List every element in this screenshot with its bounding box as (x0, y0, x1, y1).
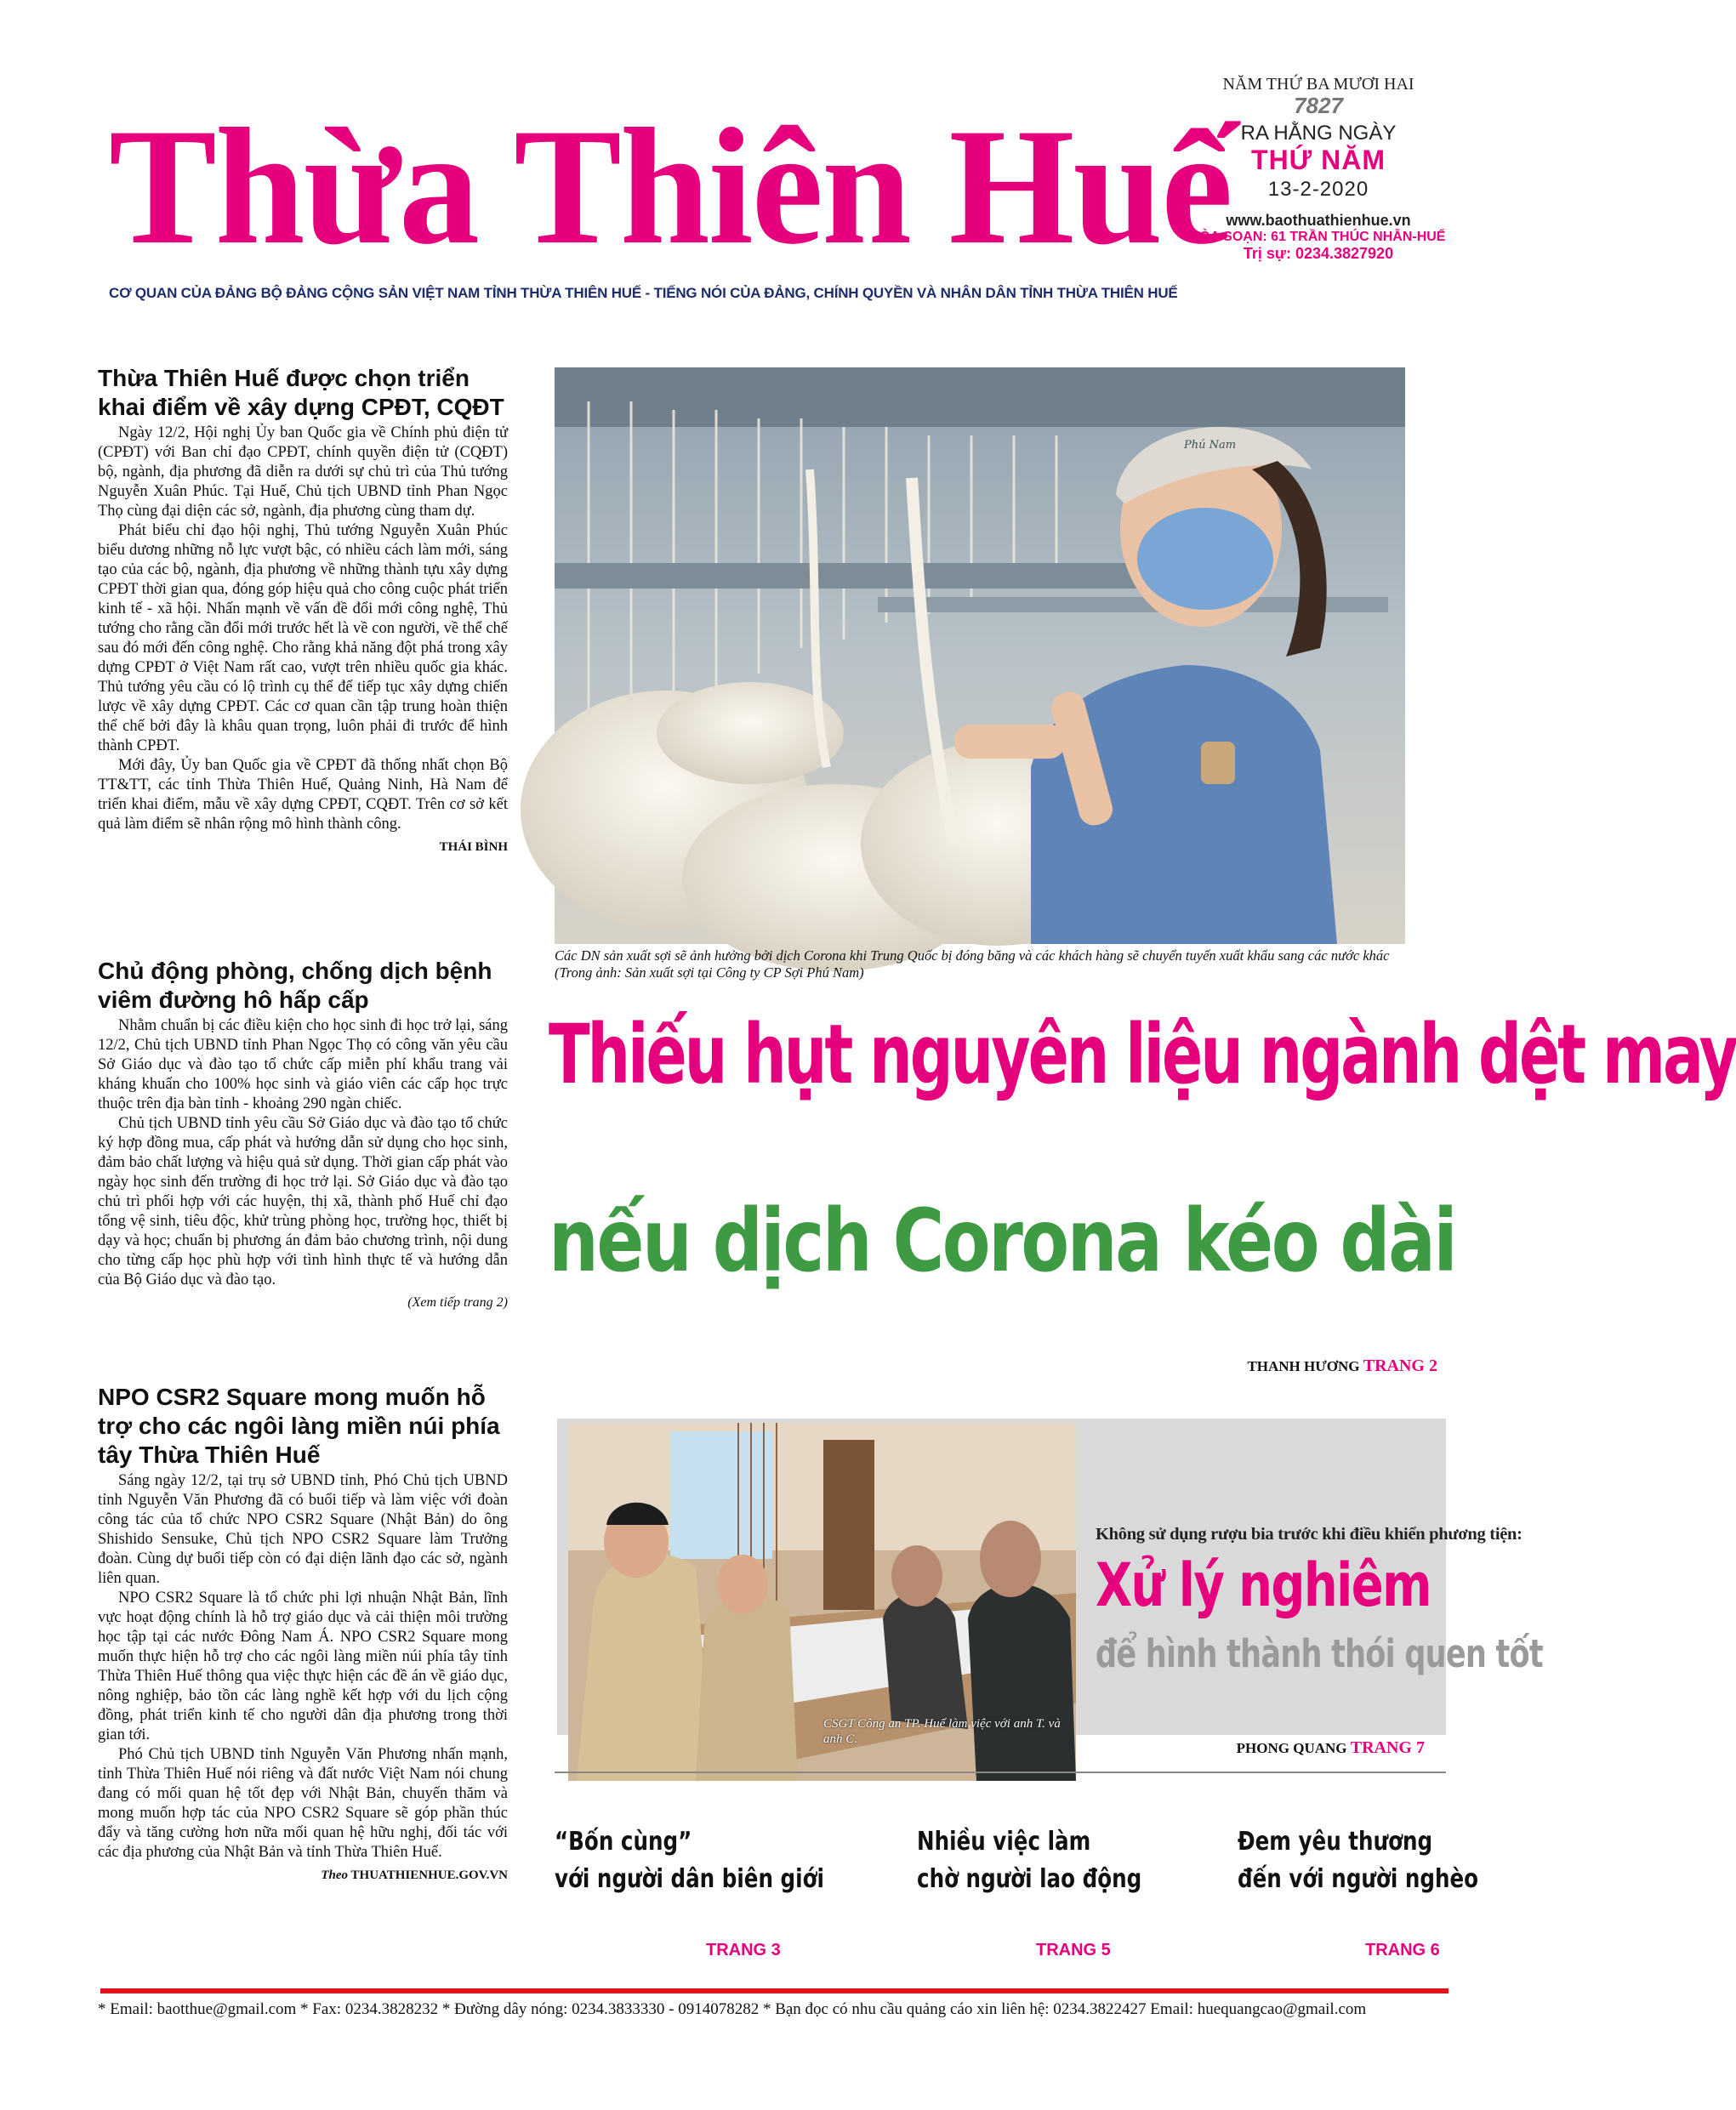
lead-photo (555, 367, 1405, 944)
source-prefix: Theo (321, 1868, 349, 1882)
teaser-page-reference[interactable]: TRANG 3 (706, 1941, 781, 1959)
weekday: THỨ NĂM (1251, 145, 1386, 175)
page-reference[interactable]: TRANG 7 (1350, 1738, 1425, 1757)
second-story-kicker: Không sử dụng rượu bia trước khi điều khiển phương tiện: (1096, 1525, 1523, 1544)
article-paragraph: Mới đây, Ủy ban Quốc gia về CPĐT đã thống nhất chọn Bộ TT&TT, các tỉnh Thừa Thiên Huế, Quảng Ninh, Hà Nam để triển khai điểm, mẫu về xây dựng CPĐT, CQĐT. Trên cơ sở kết quả làm điểm sẽ nhân rộng mô hình thành công. (98, 757, 508, 833)
second-story-subheadline: để hình thành thói quen tốt (1096, 1631, 1543, 1676)
source-name: THUATHIENHUE.GOV.VN (350, 1868, 508, 1882)
office-address: TÒA SOẠN: 61 TRẦN THÚC NHẪN-HUẾ (1191, 230, 1446, 244)
lead-author (1072, 1356, 1437, 1376)
teaser-line2: đến với người nghèo (1238, 1864, 1479, 1894)
issue-info (1191, 75, 1446, 263)
office-phone: Trị sự: 0234.3827920 (1243, 245, 1394, 262)
article-title: Chủ động phòng, chống dịch bệnh viêm đường hô hấp cấp (98, 958, 492, 1013)
issue-date: 13-2-2020 (1267, 178, 1369, 201)
teaser-viec-lam[interactable] (917, 1823, 1147, 1898)
footer-divider (100, 1988, 1449, 1993)
teaser-line1: Nhiều việc làm (917, 1827, 1091, 1857)
frequency: RA HẰNG NGÀY (1240, 122, 1397, 145)
teaser-line2: chờ người lao động (917, 1864, 1142, 1894)
teaser-page-reference[interactable]: TRANG 5 (1036, 1941, 1111, 1959)
article-disease-prevention (98, 957, 508, 1312)
cap-logo: Phú Nam (1184, 439, 1237, 452)
teaser-line1: Đem yêu thương (1238, 1827, 1433, 1857)
article-npo-csr2 (98, 1383, 508, 1885)
second-story-headline: Xử lý nghiêm (1096, 1550, 1431, 1620)
article-paragraph: Nhằm chuẩn bị các điều kiện cho học sinh đi học trở lại, sáng 12/2, Chủ tịch UBND tỉnh Phan Ngọc Thọ có công văn yêu cầu Sở Giáo dục và đào tạo tổ chức cấp miễn phí khẩu trang vải kháng khuẩn cho 100% học sinh và giáo viên các cấp học trực thuộc trên địa bàn tỉnh - khoảng 290 ngàn chiếc. (98, 1017, 508, 1112)
article-cpdt (98, 364, 508, 857)
article-paragraph: Ngày 12/2, Hội nghị Ủy ban Quốc gia về Chính phủ điện tử (CPĐT) với Ban chỉ đạo CPĐT, chính quyền điện tử (CQĐT) bộ, ngành, địa phương đã diễn ra dưới sự chủ trì của Thủ tướng Nguyễn Xuân Phúc. Tại Huế, Chủ tịch UBND tỉnh Phan Ngọc Thọ cùng đại diện các sở, ngành, địa phương cùng tham dự. (98, 424, 508, 520)
article-title: Thừa Thiên Huế được chọn triển khai điểm về xây dựng CPĐT, CQĐT (98, 365, 504, 420)
footer-contact: * Email: baotthue@gmail.com * Fax: 0234.3828232 * Đường dây nóng: 0234.3833330 - 0914078282 * Bạn đọc có nhu cầu quảng cáo xin liên hệ: 0234.3822427 Email: huequangcao@gmail.com (98, 2000, 1367, 2018)
article-byline: THÁI BÌNH (439, 840, 508, 854)
publication-year: NĂM THỨ BA MƯƠI HAI (1222, 75, 1414, 94)
newspaper-subtitle: CƠ QUAN CỦA ĐẢNG BỘ ĐẢNG CỘNG SẢN VIỆT NAM TỈNH THỪA THIÊN HUẾ - TIẾNG NÓI CỦA ĐẢNG, CHÍNH QUYỀN VÀ NHÂN DÂN TỈNH THỪA THIÊN HUẾ (109, 285, 1178, 301)
article-paragraph: Sáng ngày 12/2, tại trụ sở UBND tỉnh, Phó Chủ tịch UBND tỉnh Nguyễn Văn Phương đã có buổi tiếp và làm việc với đoàn công tác của tổ chức NPO CSR2 Square (Nhật Bản) do ông Shishido Sensuke, Chủ tịch NPO CSR2 Square làm Trưởng đoàn. Cùng dự buổi tiếp còn có đại diện lãnh đạo các sở, ngành liên quan. (98, 1472, 508, 1587)
teaser-page-reference[interactable]: TRANG 6 (1365, 1941, 1440, 1959)
issue-number: 7827 (1294, 93, 1343, 118)
author-name: THANH HƯƠNG (1247, 1358, 1360, 1374)
divider (555, 1772, 1446, 1773)
teaser-yeu-thuong[interactable] (1238, 1823, 1479, 1898)
see-more-link[interactable]: (Xem tiếp trang 2) (407, 1295, 508, 1310)
article-paragraph: NPO CSR2 Square là tổ chức phi lợi nhuận Nhật Bản, lĩnh vực hoạt động chính là hỗ trợ giáo dục và cải thiện môi trường học tập tại các nước Đông Nam Á. NPO CSR2 Square mong muốn thực hiện hỗ trợ cho các ngôi làng miền núi phía tây tỉnh Thừa Thiên Huế thông qua việc thực hiện các đề án về giáo dục, nông nghiệp, bảo tồn các làng nghề kết hợp với du lịch cộng đồng, phát triển kinh tế cho người dân địa phương trong thời gian tới. (98, 1590, 508, 1743)
author-name: PHONG QUANG (1236, 1740, 1347, 1756)
article-paragraph: Chủ tịch UBND tỉnh yêu cầu Sở Giáo dục và đào tạo tổ chức ký hợp đồng mua, cấp phát và hướng dẫn sử dụng cho học sinh, đảm bảo chất lượng và hiệu quả sử dụng. Thời gian cấp phát vào ngày học sinh đến trường đi học trở lại. Sở Giáo dục và đào tạo chủ trì phối hợp với các huyện, thị xã, thành phố Huế chỉ đạo tổng vệ sinh, tiêu độc, khử trùng phòng học, trường học, thiết bị dạy và học; chuẩn bị phương án đảm bảo chương trình, nội dung cho từng cấp học phù hợp với tình hình thực tế và hướng dẫn của Bộ Giáo dục và đào tạo. (98, 1115, 508, 1288)
newspaper-title: Thừa Thiên Huế (109, 94, 1232, 279)
teaser-line2: với người dân biên giới (555, 1864, 824, 1894)
article-title: NPO CSR2 Square mong muốn hỗ trợ cho các ngôi làng miền núi phía tây Thừa Thiên Huế (98, 1384, 500, 1468)
teaser-line1: “Bốn cùng” (555, 1827, 692, 1857)
article-source (98, 1866, 508, 1885)
second-story-caption: CSGT Công an TP. Huế làm việc với anh T. và anh C. (823, 1717, 1061, 1746)
teaser-bon-cung[interactable] (555, 1823, 824, 1898)
website: www.baothuathienhue.vn (1226, 212, 1411, 229)
lead-headline-line1: Thiếu hụt nguyên liệu ngành dệt may (549, 1007, 1736, 1102)
second-story-author (1106, 1738, 1425, 1758)
lead-headline-line2: nếu dịch Corona kéo dài (549, 1191, 1456, 1292)
lead-photo-caption: Các DN sản xuất sợi sẽ ảnh hưởng bởi dịch Corona khi Trung Quốc bị đóng băng và các khách hàng sẽ chuyển tuyến xuất khẩu sang các nước khác (Trong ảnh: Sản xuất sợi tại Công ty CP Sợi Phú Nam) (555, 947, 1390, 981)
article-paragraph: Phó Chủ tịch UBND tỉnh Nguyễn Văn Phương nhấn mạnh, tỉnh Thừa Thiên Huế nói riêng và đất nước Việt Nam nói chung đang có mối quan hệ tốt đẹp với Nhật Bản, chuyến thăm và mong muốn hợp tác của NPO CSR2 Square sẽ góp phần thúc đẩy và tăng cường hơn nữa mối quan hệ hữu nghị, đối tác với các địa phương của Nhật Bản và tỉnh Thừa Thiên Huế. (98, 1746, 508, 1861)
article-paragraph: Phát biểu chỉ đạo hội nghị, Thủ tướng Nguyễn Xuân Phúc biểu dương những nỗ lực vượt bậc, có nhiều cách làm mới, sáng tạo của các bộ, ngành, địa phương về những thành tựu xây dựng CPĐT thời gian qua, đóng góp hiệu quả cho công cuộc phát triển kinh tế - xã hội. Nhấn mạnh về vấn đề đổi mới công nghệ, Thủ tướng cho rằng cần đổi mới trước hết là về con người, về thể chế sau đó mới đến công nghệ. Cho rằng khả năng đột phá trong xây dựng CPĐT ở Việt Nam rất cao, vượt trên nhiều quốc gia khác. Thủ tướng yêu cầu có lộ trình cụ thể để tiếp tục xây dựng chiến lược về xây dựng CPĐT. Các cơ quan cần tập trung hoàn thiện thể chế bởi đây là khâu quan trọng, luôn phải đi trước để hình thành CPĐT. (98, 522, 508, 754)
page-reference[interactable]: TRANG 2 (1363, 1356, 1437, 1375)
